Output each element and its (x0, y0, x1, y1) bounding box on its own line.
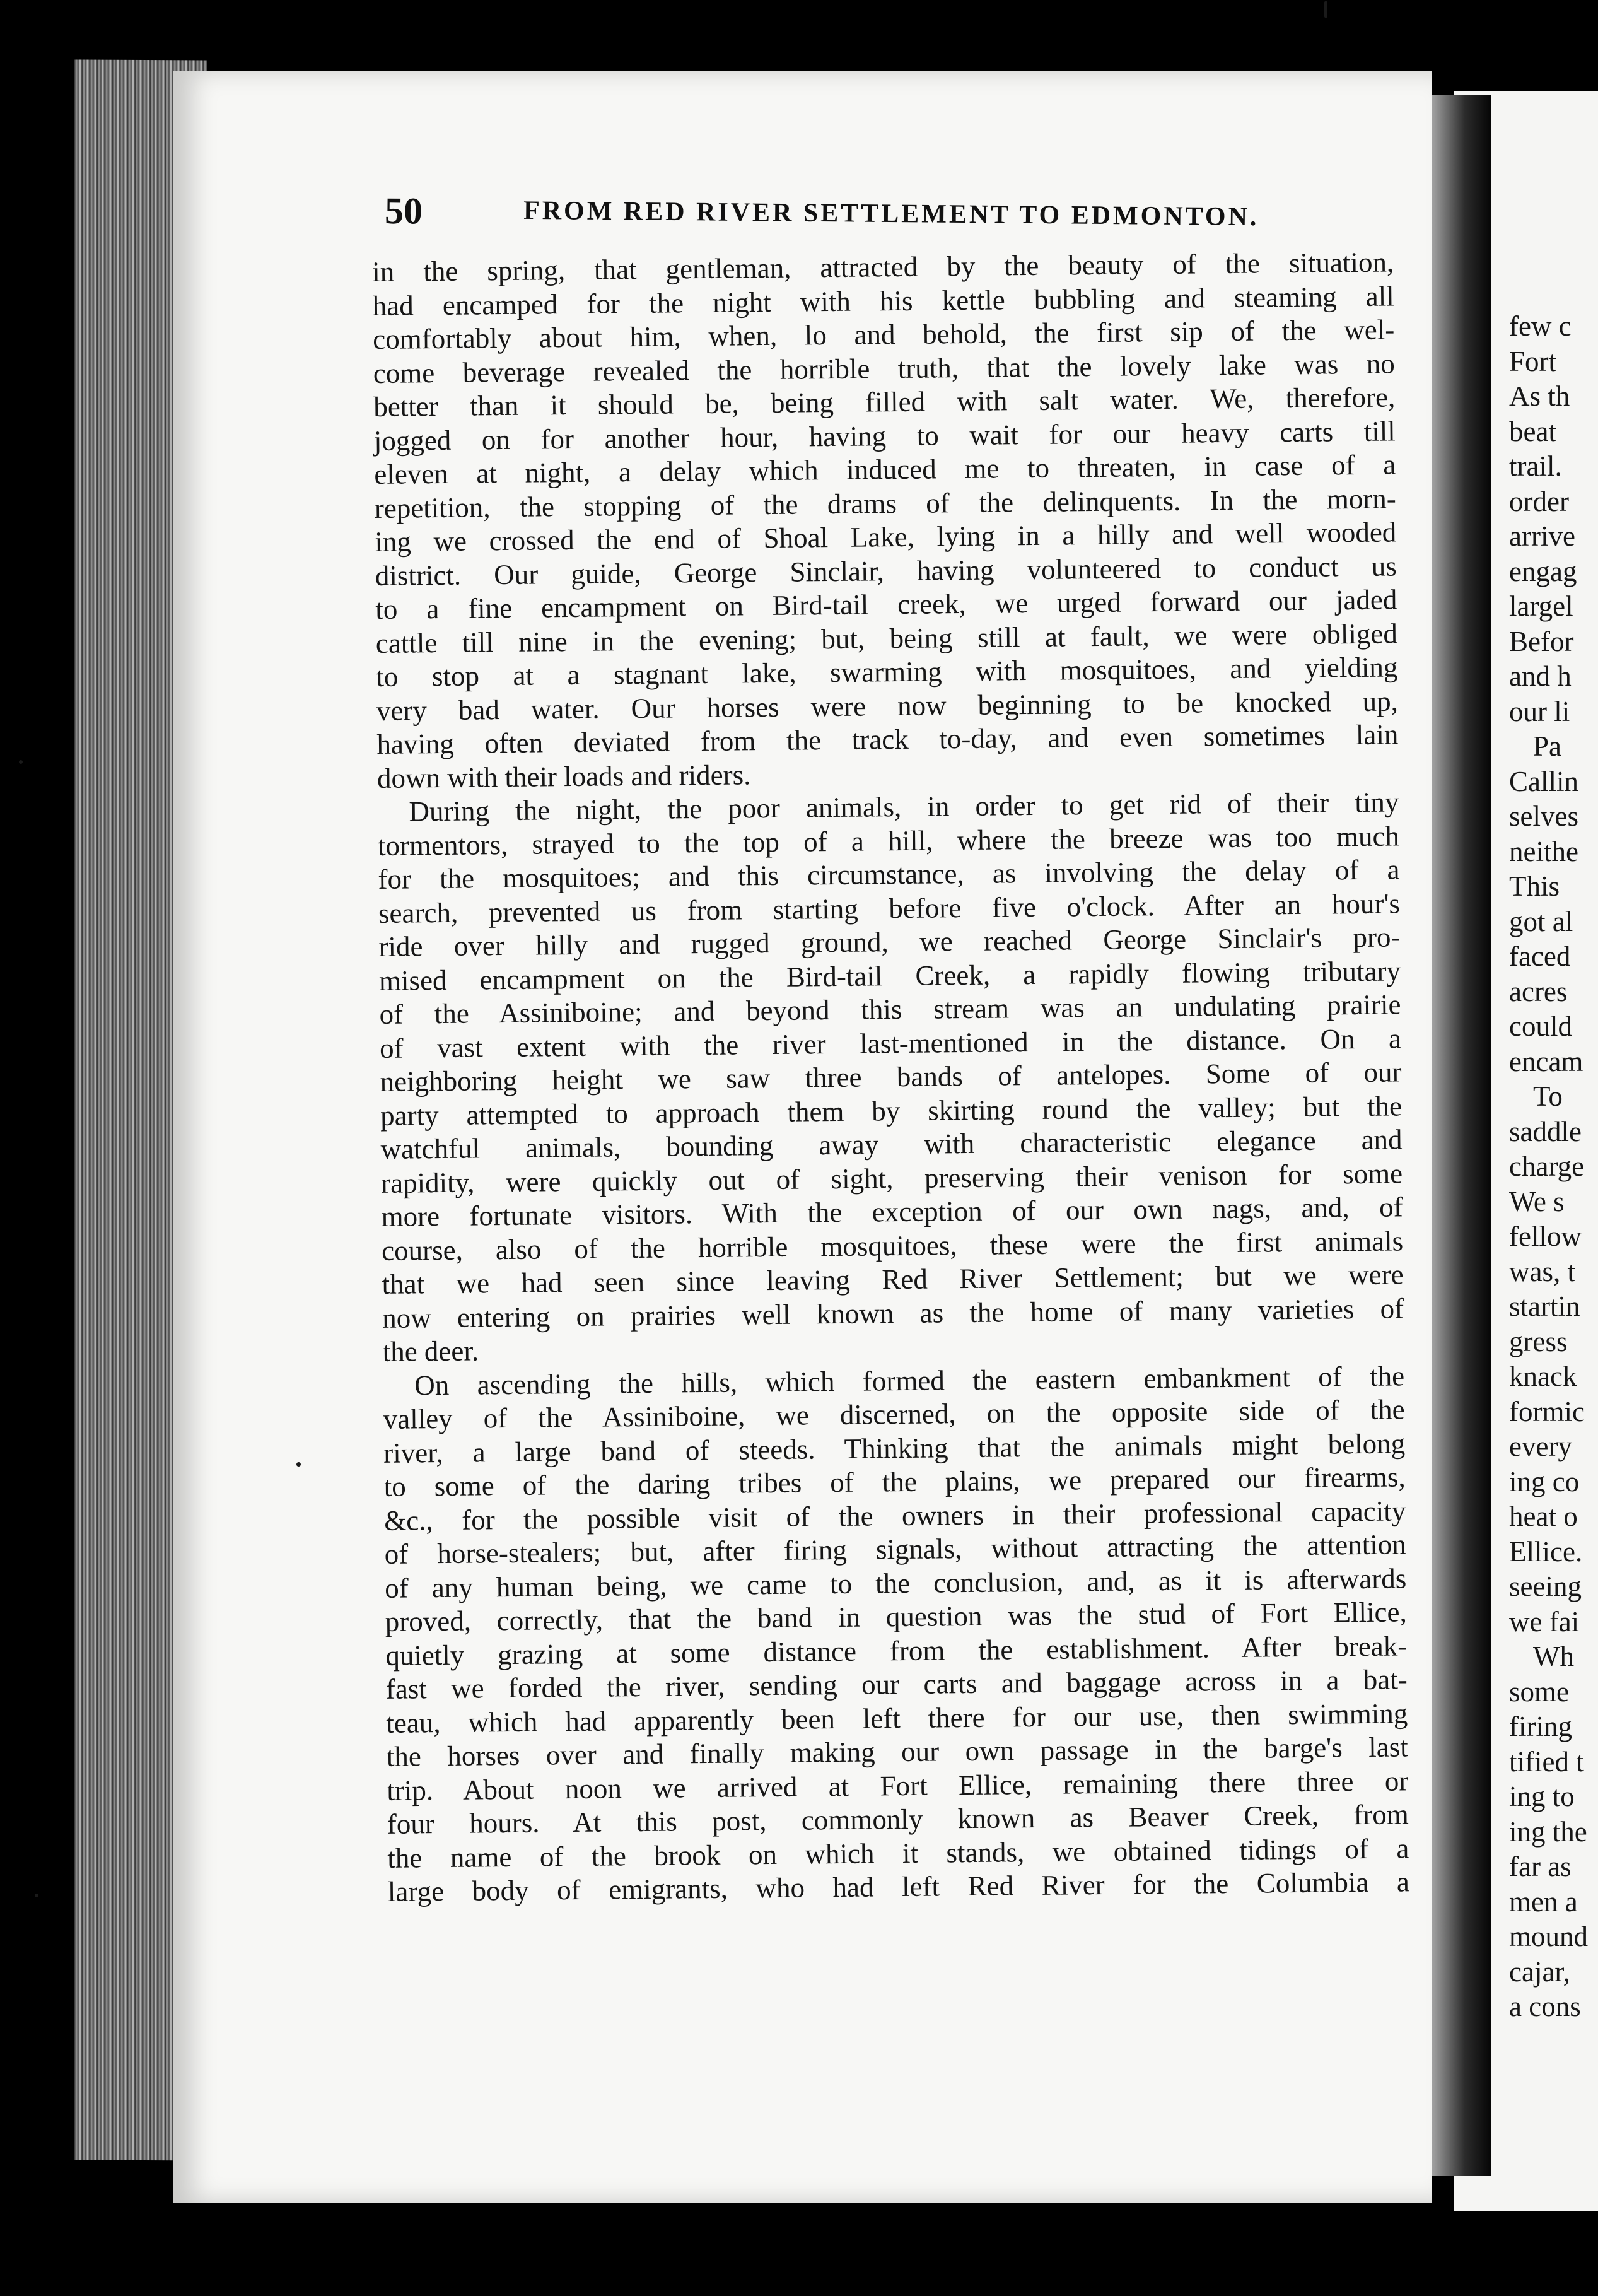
facing-page-line: a cons (1509, 1991, 1581, 2022)
facing-page-line: Pa (1533, 730, 1561, 762)
text-line: mised encampment on the Bird-tail Creek, a rapidly flowing tributary (378, 954, 1401, 997)
text-line: trip. About noon we arrived at Fort Ellice, remaining there three or (387, 1764, 1409, 1807)
facing-page-line: mound (1509, 1921, 1589, 1952)
text-line: that we had seen since leaving Red River Settlement; but we were (382, 1258, 1404, 1300)
facing-page-line: order (1509, 485, 1569, 517)
text-line: comfortably about him, when, lo and behold, the first sip of the wel- (373, 313, 1395, 355)
text-line: of any human being, we came to the conclusion, and, as it is afterwards (385, 1562, 1407, 1604)
facing-page-line: trail. (1509, 450, 1562, 482)
facing-page-line: Callin (1509, 765, 1578, 797)
facing-page-line: ing co (1509, 1465, 1580, 1497)
scan-speck (296, 1462, 301, 1467)
facing-page-line: seeing (1509, 1571, 1582, 1602)
text-line: to some of the daring tribes of the plains, we prepared our firearms, (383, 1461, 1406, 1502)
facing-page-line: firing (1509, 1711, 1572, 1742)
facing-page-line: was, t (1509, 1255, 1575, 1287)
text-line: the deer. (382, 1335, 479, 1368)
text-line: had encamped for the night with his kettle bubbling and steaming all (372, 279, 1394, 322)
text-line: jogged on for another hour, having to wait for our heavy carts till (373, 414, 1396, 457)
facing-page-line: selves (1509, 800, 1578, 832)
text-line: repetition, the stopping of the drams of the delinquents. In the morn- (374, 482, 1397, 524)
facing-page-line: Befor (1509, 625, 1574, 657)
text-line: the name of the brook on which it stands, we obtained tidings of a (387, 1832, 1409, 1874)
facing-page-line: few c (1509, 310, 1572, 342)
text-line: for the mosquitoes; and this circumstance, as involving the delay of a (378, 853, 1400, 895)
facing-page-line: gress (1509, 1325, 1568, 1357)
text-line: in the spring, that gentleman, attracted by the beauty of the situation, (372, 246, 1394, 288)
text-line: having often deviated from the track to-day, and even sometimes lain (376, 718, 1399, 760)
text-line: search, prevented us from starting before five o'clock. After an hour's (378, 887, 1401, 929)
facing-page-line: This (1509, 870, 1560, 902)
text-line: On ascending the hills, which formed the eastern embankment of the (414, 1359, 1405, 1401)
text-line: more fortunate visitors. With the exception of our own nags, and, of (381, 1191, 1403, 1233)
text-line: &c., for the possible visit of the owners in their professional capacity (384, 1494, 1406, 1537)
text-line: river, a large band of steeds. Thinking that the animals might belong (383, 1427, 1406, 1469)
text-line: ing we crossed the end of Shoal Lake, lying in a hilly and well wooded (375, 516, 1397, 558)
text-line: neighboring height we saw three bands of antelopes. Some of our (380, 1056, 1402, 1098)
text-line: the horses over and finally making our own passage in the barge's last (386, 1731, 1409, 1772)
facing-page-line: startin (1509, 1291, 1580, 1322)
text-line: teau, which had apparently been left there for our use, then swimming (386, 1697, 1408, 1739)
text-line: tormentors, strayed to the top of a hill, where the breeze was too much (377, 819, 1400, 862)
text-line: to a fine encampment on Bird-tail creek, we urged forward our jaded (375, 583, 1397, 625)
facing-page-line: Ellice. (1509, 1535, 1583, 1567)
scan-speck (35, 1894, 38, 1897)
body-text (372, 245, 1409, 1909)
facing-page-line: faced (1509, 940, 1571, 972)
facing-page-line: far as (1509, 1851, 1572, 1882)
facing-page-line: Wh (1533, 1641, 1574, 1672)
facing-page-line: ing the (1509, 1815, 1587, 1848)
text-line: ride over hilly and rugged ground, we reached George Sinclair's pro- (378, 921, 1401, 963)
facing-page-line: every (1509, 1431, 1572, 1462)
text-line: quietly grazing at some distance from the establishment. After break- (385, 1629, 1408, 1672)
text-line: large body of emigrants, who had left Red River for the Columbia a (387, 1866, 1410, 1907)
text-line: now entering on prairies well known as the home of many varieties of (382, 1292, 1404, 1334)
text-line: district. Our guide, George Sinclair, having volunteered to conduct us (375, 549, 1397, 592)
text-line: course, also of the horrible mosquitoes, these were the first animals (381, 1224, 1404, 1267)
text-line: of horse-stealers; but, after firing signals, without attracting the attention (384, 1528, 1406, 1570)
facing-page-line: To (1533, 1081, 1563, 1112)
facing-page-line: heat o (1509, 1501, 1578, 1532)
facing-page-line: engag (1509, 555, 1577, 587)
text-line: During the night, the poor animals, in order to get rid of their tiny (409, 786, 1399, 828)
facing-page-line: fellow (1509, 1221, 1582, 1252)
page-header (385, 189, 1274, 247)
facing-page-text (1509, 309, 1598, 2025)
facing-page-line: could (1509, 1010, 1572, 1042)
text-line: four hours. At this post, commonly known as Beaver Creek, from (387, 1798, 1409, 1840)
text-line: valley of the Assiniboine, we discerned, on the opposite side of the (383, 1393, 1405, 1435)
facing-page-line: we fai (1509, 1605, 1580, 1637)
facing-page-line: encam (1509, 1045, 1583, 1077)
facing-page-line: ing to (1509, 1781, 1575, 1812)
text-line: down with their loads and riders. (376, 758, 751, 794)
text-line: watchful animals, bounding away with characteristic elegance and (380, 1123, 1403, 1165)
text-line: better than it should be, being filled with salt water. We, therefore, (373, 381, 1396, 423)
facing-page-line: acres (1509, 975, 1568, 1007)
facing-page-line: formic (1509, 1395, 1585, 1427)
text-line: cattle till nine in the evening; but, being still at fault, we were obliged (375, 617, 1398, 659)
facing-page-line: knack (1509, 1361, 1577, 1392)
facing-page-line: cajar, (1509, 1955, 1570, 1988)
facing-page-line: neithe (1509, 835, 1578, 867)
text-line: proved, correctly, that the band in question was the stud of Fort Ellice, (385, 1596, 1407, 1637)
text-line: party attempted to approach them by skirting round the valley; but the (380, 1089, 1403, 1132)
running-title: FROM RED RIVER SETTLEMENT TO EDMONTON. (523, 196, 1259, 232)
facing-page-line: men a (1509, 1885, 1578, 1918)
facing-page-line: As th (1509, 380, 1570, 412)
facing-page-line: our li (1509, 695, 1570, 727)
scan-speck (19, 760, 23, 764)
facing-page-line: Fort (1509, 345, 1557, 377)
facing-page-line: arrive (1509, 520, 1575, 552)
facing-page-line: largel (1509, 590, 1573, 622)
facing-page-line: got al (1509, 905, 1573, 937)
facing-page-line: saddle (1509, 1115, 1582, 1147)
text-line: very bad water. Our horses were now beginning to be knocked up, (376, 684, 1399, 727)
text-line: to stop at a stagnant lake, swarming with mosquitoes, and yielding (376, 651, 1398, 693)
scan-speck (1324, 1, 1327, 18)
text-line: eleven at night, a delay which induced me to threaten, in case of a (374, 448, 1396, 490)
text-line: come beverage revealed the horrible truth, that the lovely lake was no (373, 347, 1395, 389)
facing-page-line: charge (1509, 1151, 1585, 1182)
facing-page-line: beat (1509, 415, 1556, 447)
page-number: 50 (384, 190, 423, 232)
text-line: fast we forded the river, sending our carts and baggage across in a bat- (385, 1663, 1408, 1705)
text-line: of vast extent with the river last-mentioned in the distance. On a (379, 1022, 1402, 1064)
facing-page-line: some (1509, 1675, 1569, 1707)
facing-page-line: tified t (1509, 1745, 1584, 1778)
facing-page-line: We s (1509, 1185, 1565, 1217)
text-line: of the Assiniboine; and beyond this stream was an undulating prairie (379, 988, 1401, 1030)
text-line: rapidity, were quickly out of sight, preserving their venison for some (380, 1157, 1403, 1199)
facing-page-line: and h (1509, 660, 1572, 692)
